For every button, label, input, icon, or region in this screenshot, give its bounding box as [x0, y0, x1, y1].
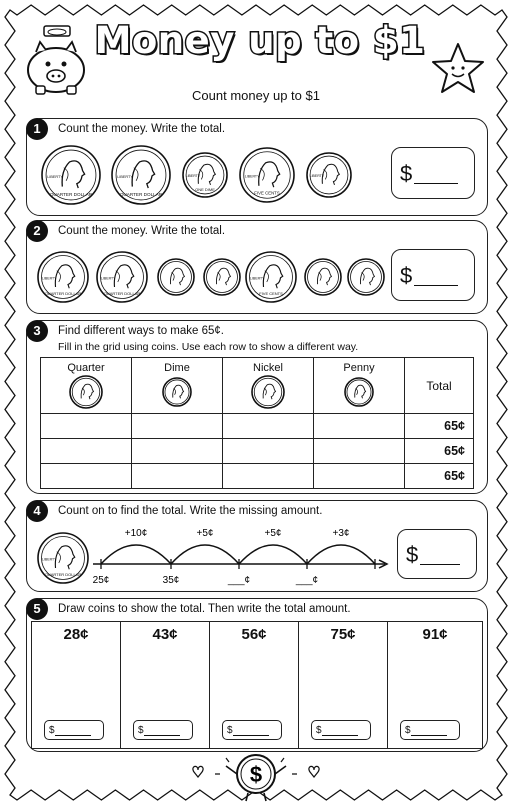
grid-header-quarter: Quarter — [41, 358, 132, 414]
svg-text:LIBERTY: LIBERTY — [100, 276, 116, 281]
number-line — [27, 521, 397, 589]
grid-header-row — [41, 358, 474, 414]
nickel-coin-icon — [240, 148, 294, 202]
dime-coin-icon — [183, 153, 227, 197]
footer-coin-character-icon — [184, 752, 328, 804]
svg-text:ONE DIME: ONE DIME — [195, 186, 215, 192]
piggy-bank-icon — [22, 22, 90, 98]
grid-cell[interactable] — [223, 464, 314, 489]
coin-row — [27, 245, 387, 311]
target-amount: 75¢ — [330, 626, 356, 643]
write-amount-box[interactable]: $ — [44, 720, 104, 740]
grid-row — [41, 414, 474, 439]
grid-total: 65¢ — [405, 414, 474, 439]
coin-grid — [40, 357, 474, 489]
grid-header-dime: Dime — [132, 358, 223, 414]
penny-coin-icon — [348, 259, 384, 295]
dime-coin-icon — [204, 259, 240, 295]
hop-label: +3¢ — [332, 528, 350, 539]
svg-text:QUARTER DOLLAR: QUARTER DOLLAR — [103, 291, 141, 296]
penny-coin-icon — [307, 153, 351, 197]
heart-icon — [193, 766, 203, 777]
hop-arc — [101, 545, 171, 564]
write-amount-box[interactable]: $ — [400, 720, 460, 740]
grid-total: 65¢ — [405, 439, 474, 464]
grid-cell[interactable] — [41, 414, 132, 439]
draw-cell-56[interactable] — [210, 622, 299, 748]
grid-cell[interactable] — [132, 439, 223, 464]
grid-total: 65¢ — [405, 464, 474, 489]
draw-cell-75[interactable] — [299, 622, 388, 748]
grid-row — [41, 439, 474, 464]
tick-label: 35¢ — [162, 575, 180, 586]
section-5 — [26, 598, 488, 752]
dime-coin-icon — [157, 374, 197, 410]
svg-text:QUARTER DOLLAR: QUARTER DOLLAR — [44, 291, 82, 296]
svg-text:QUARTER DOLLAR: QUARTER DOLLAR — [49, 191, 93, 197]
quarter-coin-icon — [38, 252, 88, 302]
answer-box[interactable]: $ — [391, 249, 475, 301]
section-number: 3 — [26, 320, 48, 342]
draw-cell-28[interactable] — [32, 622, 121, 748]
svg-text:LIBERTY: LIBERTY — [47, 174, 63, 179]
tick-label-blank[interactable]: ___¢ — [295, 575, 319, 586]
svg-text:LIBERTY: LIBERTY — [185, 174, 201, 179]
section-number: 4 — [26, 500, 48, 522]
hop-label: +5¢ — [196, 528, 214, 539]
svg-text:LIBERTY: LIBERTY — [244, 174, 260, 179]
page-title: Money up to $1 — [94, 19, 426, 62]
svg-text:LIBERTY: LIBERTY — [41, 276, 57, 281]
grid-cell[interactable] — [41, 439, 132, 464]
quarter-coin-icon — [42, 146, 100, 204]
section-instruction-detail: Fill in the grid using coins. Use each row to show a different way. — [58, 341, 359, 353]
grid-row — [41, 464, 474, 489]
penny-coin-icon — [305, 259, 341, 295]
penny-coin-icon — [339, 374, 379, 410]
tick-label: 25¢ — [92, 575, 110, 586]
section-instruction: Count the money. Write the total. — [58, 225, 226, 237]
section-number: 2 — [26, 220, 48, 242]
hop-arc — [239, 545, 307, 564]
quarter-coin-icon — [38, 533, 88, 583]
grid-cell[interactable] — [314, 439, 405, 464]
target-amount: 43¢ — [152, 626, 178, 643]
dime-coin-icon — [158, 259, 194, 295]
section-number: 1 — [26, 118, 48, 140]
hop-arc — [171, 545, 239, 564]
page-subtitle: Count money up to $1 — [192, 88, 320, 103]
grid-cell[interactable] — [314, 414, 405, 439]
svg-text:FIVE CENTS: FIVE CENTS — [259, 291, 283, 296]
coin-row — [27, 143, 377, 213]
svg-text:FIVE CENTS: FIVE CENTS — [254, 190, 280, 196]
hop-label: +5¢ — [264, 528, 282, 539]
section-instruction: Draw coins to show the total. Then write the total amount. — [58, 603, 351, 615]
answer-box[interactable]: $ — [397, 529, 477, 579]
grid-cell[interactable] — [41, 464, 132, 489]
grid-cell[interactable] — [132, 414, 223, 439]
draw-grid — [31, 621, 483, 749]
section-instruction: Find different ways to make 65¢. — [58, 325, 224, 337]
svg-text:LIBERTY: LIBERTY — [41, 557, 57, 562]
write-amount-box[interactable]: $ — [133, 720, 193, 740]
quarter-coin-icon — [112, 146, 170, 204]
svg-text:LIBERTY: LIBERTY — [117, 174, 133, 179]
write-amount-box[interactable]: $ — [311, 720, 371, 740]
section-4 — [26, 500, 488, 592]
nickel-coin-icon — [246, 252, 296, 302]
write-amount-box[interactable]: $ — [222, 720, 282, 740]
nickel-coin-icon — [248, 374, 288, 410]
section-2 — [26, 220, 488, 314]
hop-label: +10¢ — [124, 528, 148, 539]
grid-cell[interactable] — [223, 439, 314, 464]
section-number: 5 — [26, 598, 48, 620]
answer-box[interactable]: $ — [391, 147, 475, 199]
svg-text:LIBERTY: LIBERTY — [249, 276, 265, 281]
target-amount: 28¢ — [63, 626, 89, 643]
heart-icon — [309, 766, 319, 777]
draw-cell-91[interactable] — [388, 622, 482, 748]
quarter-coin-icon — [66, 374, 106, 410]
svg-text:QUARTER DOLLAR: QUARTER DOLLAR — [119, 191, 163, 197]
hop-arc — [307, 545, 375, 564]
quarter-coin-icon — [97, 252, 147, 302]
dollar-sign: $ — [249, 762, 263, 787]
grid-header-total: Total — [405, 358, 474, 414]
section-instruction: Count on to find the total. Write the missing amount. — [58, 505, 323, 517]
grid-cell[interactable] — [132, 464, 223, 489]
svg-text:LIBERTY: LIBERTY — [309, 174, 325, 179]
section-1 — [26, 118, 488, 216]
tick-label-blank[interactable]: ___¢ — [227, 575, 251, 586]
grid-header-nickel: Nickel — [223, 358, 314, 414]
svg-text:QUARTER DOLLAR: QUARTER DOLLAR — [44, 572, 82, 577]
target-amount: 91¢ — [422, 626, 448, 643]
draw-cell-43[interactable] — [121, 622, 210, 748]
grid-cell[interactable] — [223, 414, 314, 439]
section-instruction: Count the money. Write the total. — [58, 123, 226, 135]
grid-header-penny: Penny — [314, 358, 405, 414]
target-amount: 56¢ — [241, 626, 267, 643]
section-3 — [26, 320, 488, 494]
grid-cell[interactable] — [314, 464, 405, 489]
